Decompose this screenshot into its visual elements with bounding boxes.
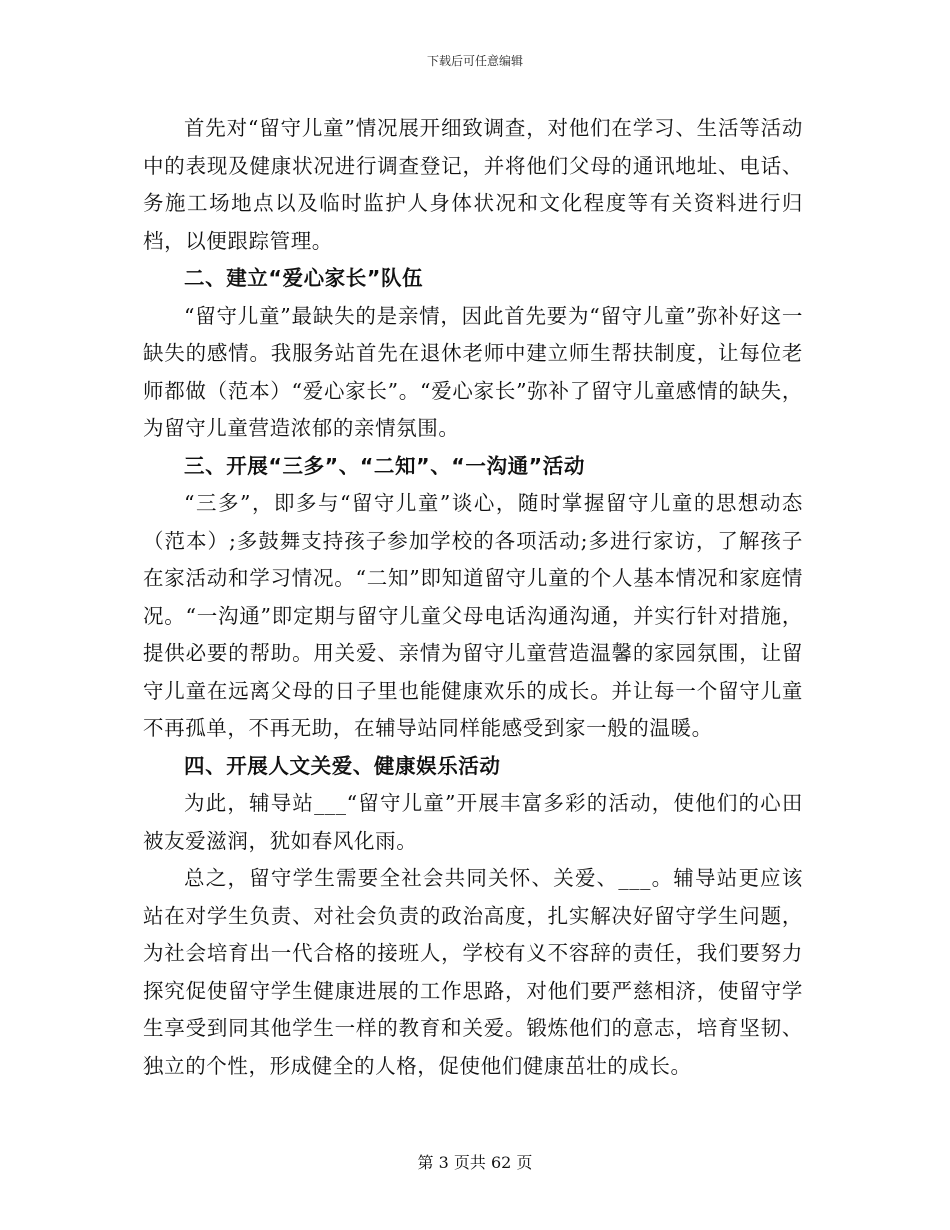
section-heading-4: 四、开展人文关爱、健康娱乐活动: [184, 753, 501, 778]
page-number: 第 3 页共 62 页: [417, 1153, 533, 1172]
paragraph-investigation: 首先对“留守儿童”情况展开细致调查，对他们在学习、生活等活动中的表现及健康状况进行调查登记，并将他们父母的通讯地址、电话、务施工场地点以及临时监护人身体状况和文化程度等有关资料进行归档，以便跟踪管理。: [143, 116, 803, 253]
section-heading-3: 三、开展“三多”、“二知”、“一沟通”活动: [184, 453, 585, 478]
document-body: [143, 110, 803, 1085]
paragraph-conclusion: 总之，留守学生需要全社会共同关怀、关爱、___。辅导站更应该站在对学生负责、对社会负责的政治高度，扎实解决好留守学生问题，为社会培育出一代合格的接班人，学校有义不容辞的责任，我们要努力探究促使留守学生健康进展的工作思路，对他们要严慈相济，使留守学生享受到同其他学生一样的教育和关爱。锻炼他们的意志，培育坚韧、独立的个性，形成健全的人格，促使他们健康茁壮的成长。: [143, 866, 803, 1078]
paragraph-caring-parents: “留守儿童”最缺失的是亲情，因此首先要为“留守儿童”弥补好这一缺失的感情。我服务站首先在退休老师中建立师生帮扶制度，让每位老师都做（范本）“爱心家长”。“爱心家长”弥补了留守儿童感情的缺失，为留守儿童营造浓郁的亲情氛围。: [143, 303, 803, 440]
section-heading-2: 二、建立“爱心家长”队伍: [184, 266, 424, 290]
page-header: 下载后可任意编辑: [426, 54, 523, 68]
paragraph-three-more: “三多”，即多与“留守儿童”谈心，随时掌握留守儿童的思想动态（范本）;多鼓舞支持孩子参加学校的各项活动;多进行家访，了解孩子在家活动和学习情况。“二知”即知道留守儿童的个人基本情况和家庭情况。“一沟通”即定期与留守儿童父母电话沟通沟通，并实行针对措施，提供必要的帮助。用关爱、亲情为留守儿童营造温馨的家园氛围，让留守儿童在远离父母的日子里也能健康欢乐的成长。并让每一个留守儿童不再孤单，不再无助，在辅导站同样能感受到家一般的温暖。: [143, 491, 803, 740]
paragraph-activities: 为此，辅导站___“留守儿童”开展丰富多彩的活动，使他们的心田被友爱滋润，犹如春风化雨。: [143, 791, 803, 853]
